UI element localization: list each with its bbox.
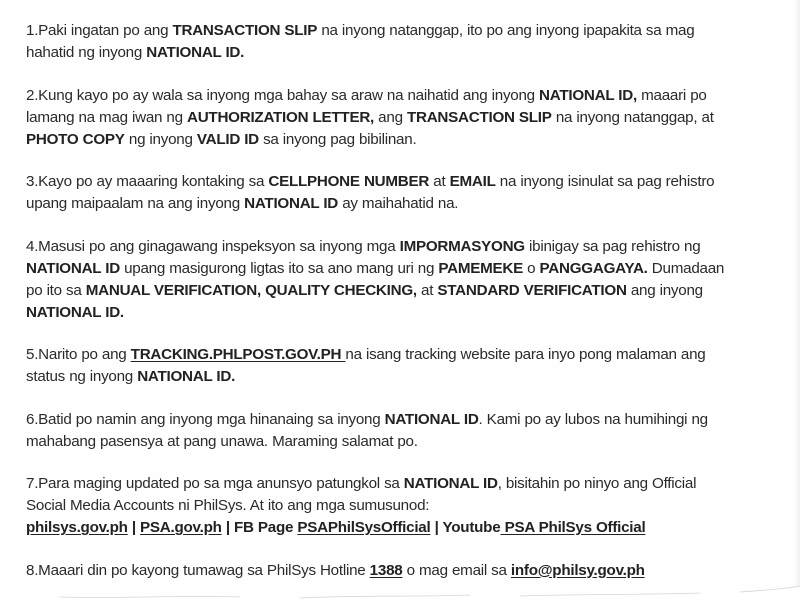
body-text: na inyong natanggap, ito po ang inyong ipapakita sa mag [317,22,695,39]
paragraph-line [26,42,778,64]
torn-paper-edge [0,583,800,605]
paragraph-line [26,107,778,129]
body-text: 7.Para maging updated po sa mga anunsyo patungkol sa [26,475,404,492]
body-text: sa inyong pag bibilinan. [258,130,417,148]
paragraph-line [26,258,778,280]
emphasis-text: NATIONAL ID [384,410,479,428]
paragraph-4 [26,236,778,324]
paragraph-line [26,280,778,302]
emphasis-text: NATIONAL ID [403,475,498,492]
body-text: na inyong isinulat sa pag rehistro [495,173,715,190]
paragraph-7 [26,473,778,539]
paragraph-line [26,85,778,107]
emphasis-text: STANDARD VERIFICATION [437,281,627,299]
paragraph-line [26,366,778,388]
paragraph-1 [26,20,778,64]
body-text: na inyong natanggap, at [551,108,714,126]
underlined-reference: PSA.gov.ph [140,519,222,536]
body-text: upang masigurong ligtas ito sa ano mang uri ng [119,259,439,277]
emphasis-text: NATIONAL ID [26,259,120,277]
emphasis-text: | [127,519,141,536]
paragraph-3 [26,171,778,215]
emphasis-text: VALID ID [196,130,259,148]
body-text: ay maihahatid na. [338,195,459,212]
body-text: po ito sa [26,281,86,299]
underlined-reference: 1388 [369,561,403,579]
body-text: 5.Narito po ang [26,346,131,363]
emphasis-text: NATIONAL ID [244,195,339,212]
paragraph-line [26,473,778,495]
emphasis-text: IMPORMASYONG [399,237,525,255]
paragraph-line [26,409,778,431]
body-text: mahabang pasensya at pang unawa. Maraming salamat po. [26,432,418,450]
body-text: hahatid ng inyong [26,44,147,61]
body-text: o [523,259,540,277]
emphasis-text: EMAIL [449,173,496,190]
page-edge-shadow [794,0,800,605]
emphasis-text: PAMEMEKE [438,259,523,277]
paragraph-line [26,193,778,215]
paragraph-6 [26,409,778,453]
paragraph-line [26,495,778,517]
body-text: maaari po [636,86,707,104]
emphasis-text: TRANSACTION SLIP [406,108,552,126]
body-text: upang maipaalam na ang inyong [26,195,245,212]
underlined-reference: PSAPhilSysOfficial [297,519,431,536]
emphasis-text: PANGGAGAYA. [539,259,648,277]
emphasis-text: | Youtube [430,519,501,536]
paragraph-line [26,431,778,453]
paragraph-line [26,560,778,582]
body-text: ibinigay sa pag rehistro ng [524,237,701,255]
body-text: . Kami po ay lubos na humihingi ng [478,410,708,428]
underlined-reference: info@philsy.gov.ph [510,561,645,579]
body-text: 3.Kayo po ay maaaring kontaking sa [26,173,269,190]
underlined-reference: PSA PhilSys Official [500,519,646,536]
emphasis-text: NATIONAL ID. [146,44,245,61]
body-text: 2.Kung kayo po ay wala sa inyong mga bahay sa araw na naihatid ang inyong [26,86,540,104]
paragraph-line [26,517,778,539]
body-text: 6.Batid po namin ang inyong mga hinanaing sa inyong [26,410,385,428]
paragraph-line [26,20,778,42]
body-text: ang [374,108,407,126]
emphasis-text: NATIONAL ID. [26,303,124,321]
paragraph-line [26,236,778,258]
emphasis-text: CELLPHONE NUMBER [268,173,430,190]
body-text: at [416,281,438,299]
emphasis-text: NATIONAL ID, [539,86,637,104]
paragraph-5 [26,344,778,388]
paragraph-line [26,344,778,366]
body-text: 1.Paki ingatan po ang [26,22,173,39]
body-text: o mag email sa [402,561,511,579]
body-text: Social Media Accounts ni PhilSys. At ito ang mga sumusunod: [26,497,430,514]
emphasis-text: | FB Page [221,519,298,536]
paragraph-2 [26,85,778,151]
paragraph-line [26,302,778,324]
body-text: Dumadaan [647,259,725,277]
paragraph-line [26,129,778,151]
emphasis-text: NATIONAL ID. [137,368,236,385]
underlined-reference: TRACKING.PHLPOST.GOV.PH [130,346,346,363]
emphasis-text: PHOTO COPY [26,130,125,148]
underlined-reference: philsys.gov.ph [26,519,128,536]
emphasis-text: TRANSACTION SLIP [172,22,318,39]
body-text: 4.Masusi po ang ginagawang inspeksyon sa inyong mga [26,237,400,255]
body-text: at [429,173,450,190]
body-text: 8.Maaari din po kayong tumawag sa PhilSys Hotline [26,561,370,579]
paragraph-line [26,171,778,193]
body-text: status ng inyong [26,368,138,385]
paragraph-8 [26,560,778,582]
body-text: , bisitahin po ninyo ang Official [497,475,697,492]
body-text: ng inyong [124,130,197,148]
emphasis-text: AUTHORIZATION LETTER, [186,108,375,126]
notice-content [26,20,778,602]
body-text: lamang na mag iwan ng [26,108,187,126]
body-text: na isang tracking website para inyo pong malaman ang [345,346,706,363]
emphasis-text: MANUAL VERIFICATION, QUALITY CHECKING, [85,281,417,299]
body-text: ang inyong [626,281,703,299]
